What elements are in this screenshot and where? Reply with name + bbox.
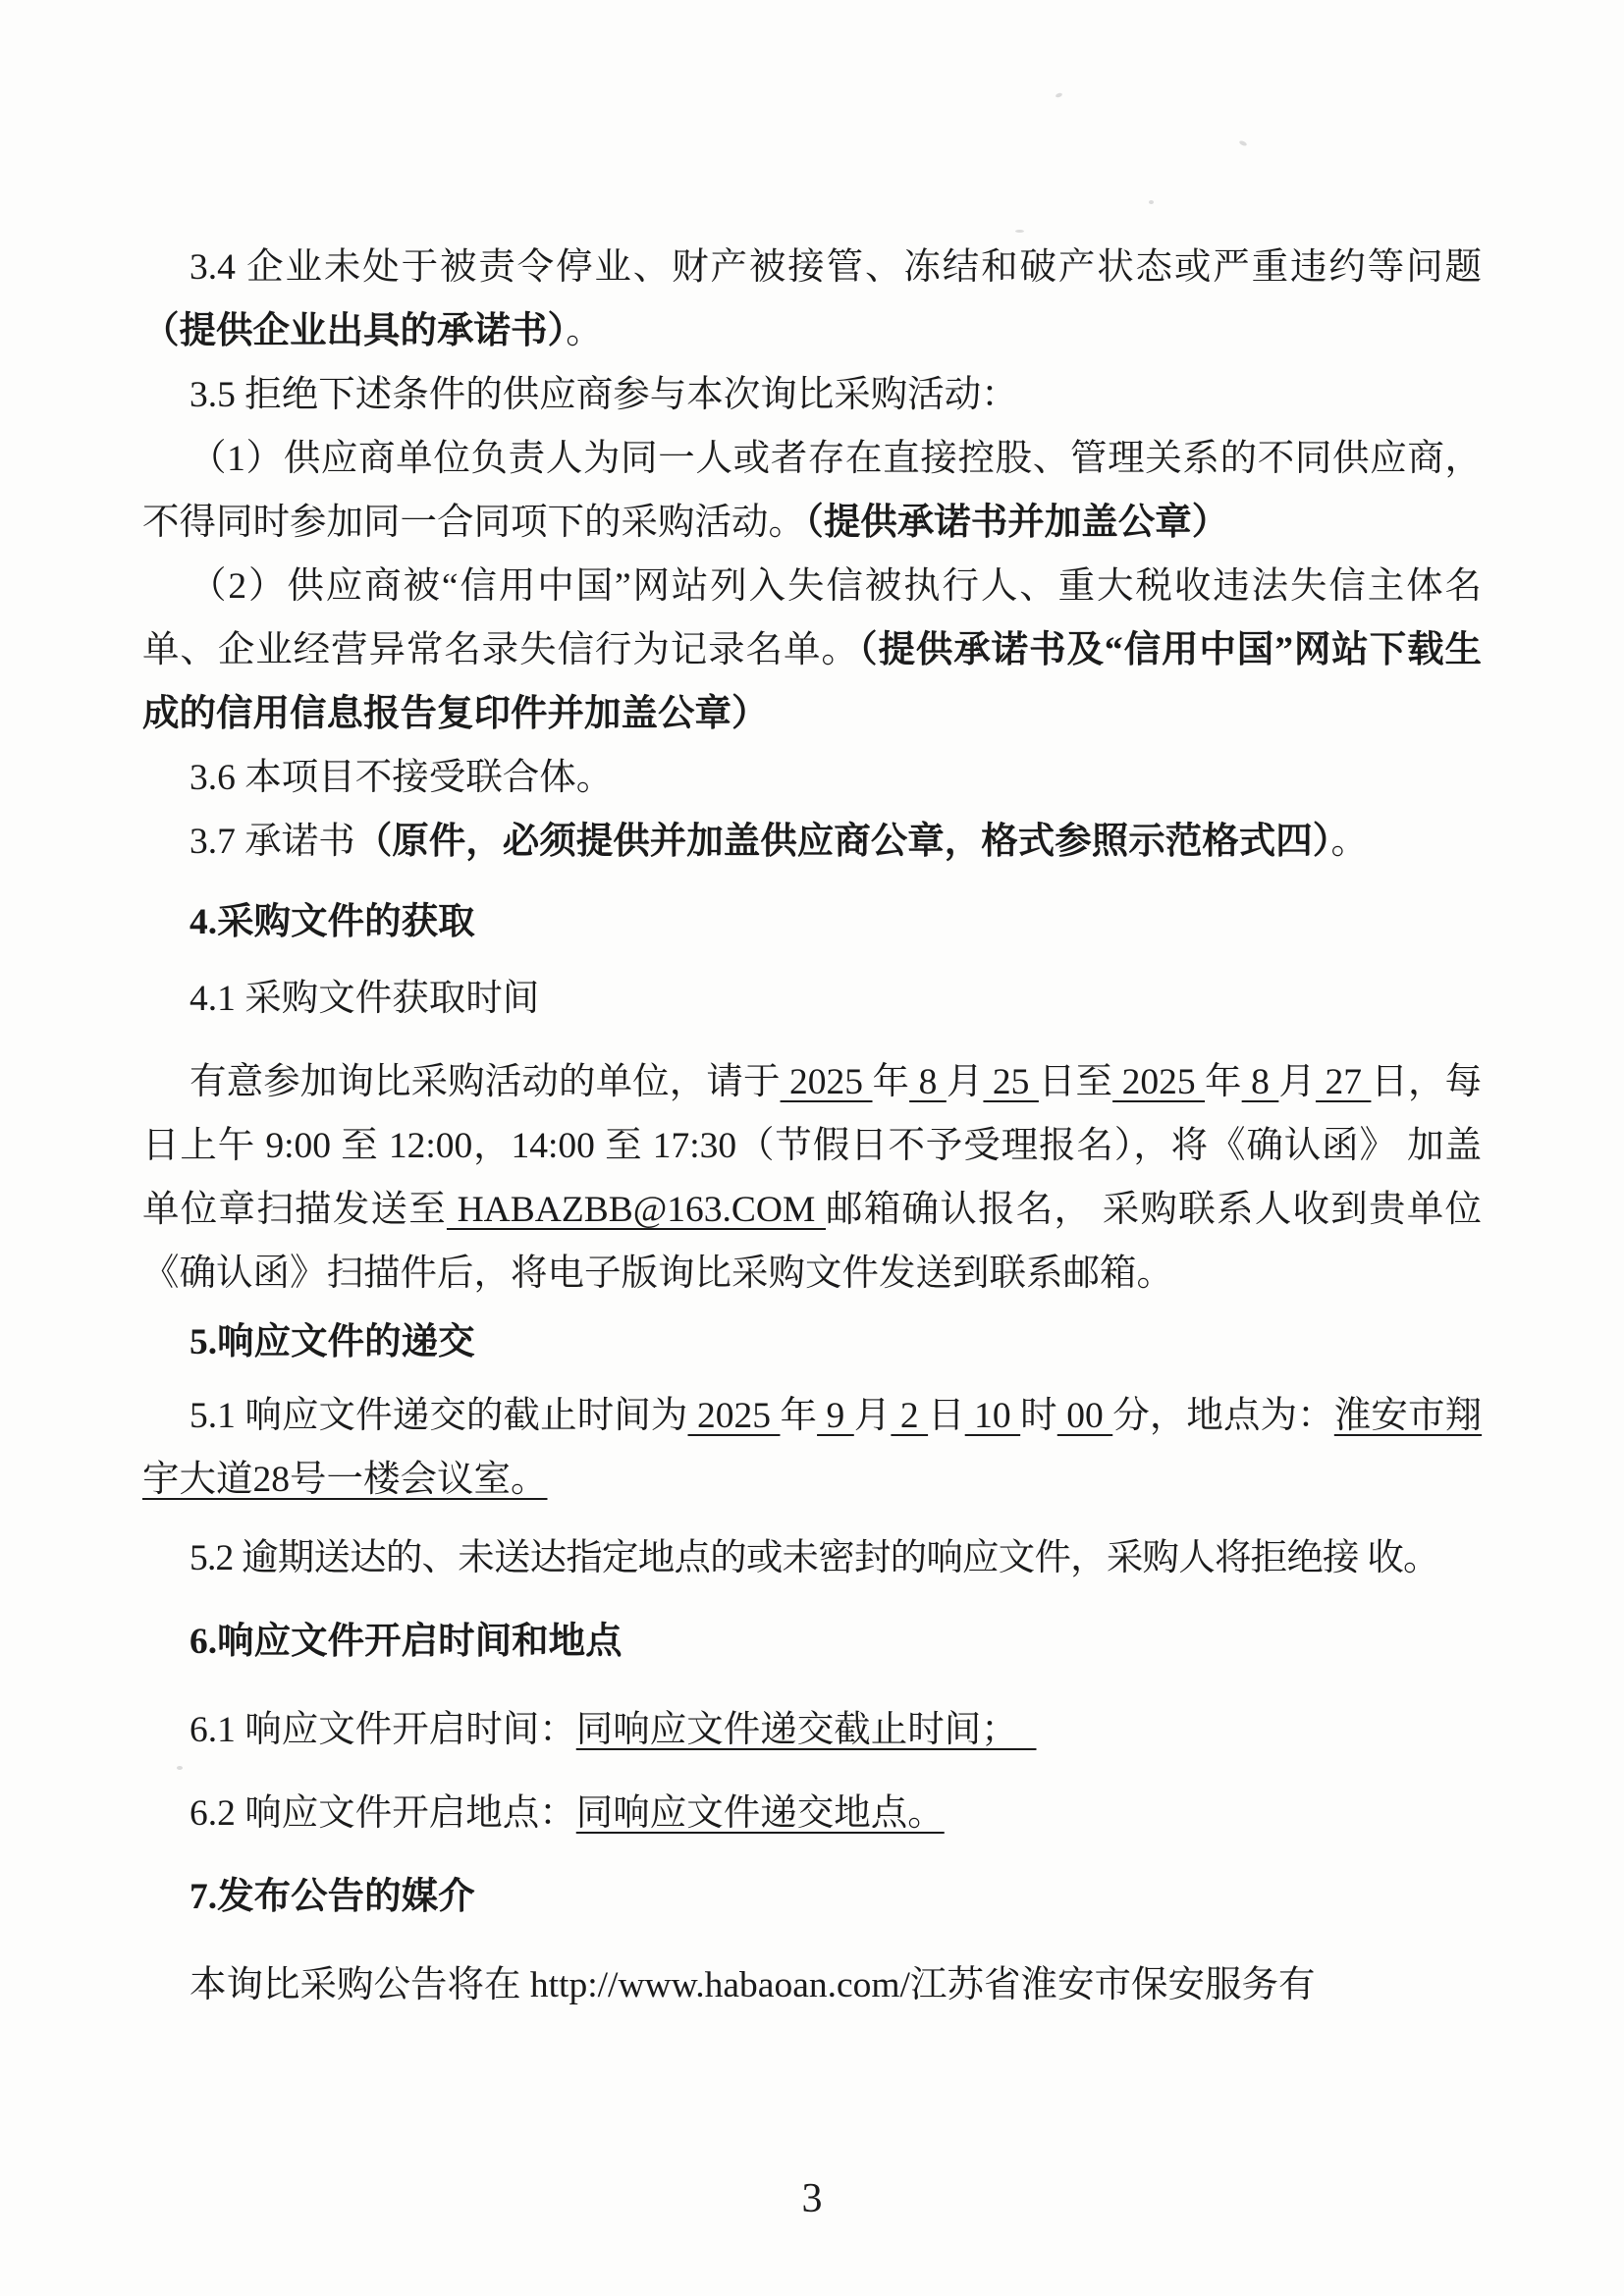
text-run: 3.7 承诺书 — [189, 822, 355, 862]
underlined-blank: 00 — [1056, 1396, 1113, 1436]
underlined-blank: 10 — [964, 1396, 1021, 1436]
clause-6-1 — [142, 1698, 1482, 1762]
text-run: 3.5 拒绝下述条件的供应商参与本次询比采购活动： — [189, 375, 1018, 415]
text-run: （1）供应商单位负责人为同一人或者存在直接控股、管理关系的不同供应商，不得同时参加同一合同项下的采购活动。 — [142, 439, 1482, 543]
text-run: 时 — [1020, 1396, 1057, 1436]
underlined-email: HABAZBB@163.COM — [446, 1190, 826, 1230]
text-run: 5.1 响应文件递交的截止时间为 — [189, 1396, 688, 1436]
bold-run: （提供承诺书并加盖公章） — [805, 503, 1229, 543]
heading-text: 5.响应文件的递交 — [189, 1322, 475, 1362]
section-heading-7 — [142, 1865, 1482, 1929]
underlined-text: 同响应文件递交截止时间； — [575, 1710, 1037, 1750]
scan-speck — [1015, 230, 1024, 233]
text-run: 年 — [780, 1396, 818, 1436]
text-run: 月 — [1278, 1062, 1316, 1102]
text-run: 本询比采购公告将在 http://www.habaoan.com/江苏省淮安市保安服务有 — [189, 1965, 1316, 2005]
underlined-blank: 8 — [1241, 1062, 1279, 1102]
clause-3-7 — [142, 810, 1482, 874]
clause-5-2 — [142, 1526, 1482, 1590]
clause-3-6 — [142, 746, 1482, 810]
text-run: 6.1 响应文件开启时间： — [189, 1710, 576, 1750]
underlined-blank: 2025 — [687, 1396, 781, 1436]
heading-text: 4.采购文件的获取 — [189, 902, 475, 942]
clause-5-1 — [142, 1384, 1482, 1512]
text-run: 邮箱确认报名， 采购联系人收到贵单位《确认函》扫描件后，将电子版询比采购文件发送到联系邮箱。 — [142, 1190, 1482, 1294]
section-heading-4 — [142, 890, 1482, 954]
paragraph-registration — [142, 1050, 1482, 1306]
page-number — [0, 2167, 1624, 2231]
text-run: 有意参加询比采购活动的单位，请于 — [189, 1062, 781, 1102]
underlined-blank: 8 — [909, 1062, 947, 1102]
document-body — [142, 236, 1482, 2017]
text-run: 。 — [566, 311, 603, 351]
heading-text: 7.发布公告的媒介 — [189, 1877, 475, 1917]
text-run: 6.2 响应文件开启地点： — [189, 1793, 576, 1834]
clause-3-4 — [142, 236, 1482, 363]
text-run: （2）供应商被“信用中国”网站列入失信被执行人、重大税收违法失信主体名单、企业经营异常名录失信行为记录名单。 — [142, 566, 1482, 670]
text-run: 分，地点为： — [1112, 1396, 1334, 1436]
text-run: 。 — [1330, 822, 1368, 862]
text-run: 3.4 企业未处于被责令停业、财产被接管、冻结和破产状态或严重违约等问题 — [189, 247, 1482, 288]
clause-6-2 — [142, 1782, 1482, 1845]
text-run: 月 — [946, 1062, 984, 1102]
text-run: 4.1 采购文件获取时间 — [189, 979, 540, 1019]
bold-run: （原件，必须提供并加盖供应商公章，格式参照示范格式四） — [354, 822, 1331, 862]
heading-text: 6.响应文件开启时间和地点 — [189, 1622, 623, 1662]
text-run: 日，每日上午 9:00 至 12:00，14:00 至 17:30（节假日不予受理报名），将《确认函》 加盖单位章扫描发送至 — [142, 1062, 1483, 1230]
underlined-blank: 2025 — [1112, 1062, 1206, 1102]
underlined-blank: 2025 — [780, 1062, 873, 1102]
clause-3-5 — [142, 363, 1482, 427]
text-run: 年 — [1205, 1062, 1242, 1102]
text-run: 5.2 逾期送达的、未送达指定地点的或未密封的响应文件，采购人将拒绝接 收。 — [189, 1538, 1439, 1578]
scan-speck — [1239, 139, 1248, 146]
underlined-blank: 25 — [983, 1062, 1039, 1102]
page-number-text: 3 — [801, 2176, 823, 2221]
underlined-blank: 9 — [817, 1396, 854, 1436]
text-run: 3.6 本项目不接受联合体。 — [189, 758, 614, 798]
underlined-blank: 27 — [1315, 1062, 1372, 1102]
section-heading-6 — [142, 1610, 1482, 1674]
underlined-address: 淮安市翔宇大道28号一楼会议室。 — [142, 1396, 1483, 1500]
scan-speck — [1056, 92, 1063, 98]
text-run: 日至 — [1038, 1062, 1113, 1102]
underlined-text: 同响应文件递交地点。 — [575, 1793, 945, 1834]
bold-run: （提供承诺书及“信用中国”网站下载生成的信用信息报告复印件并加盖公章） — [142, 630, 1483, 734]
paragraph-announcement-media — [142, 1953, 1482, 2017]
text-run: 年 — [872, 1062, 910, 1102]
clause-4-1 — [142, 967, 1482, 1031]
text-run: 日 — [928, 1396, 965, 1436]
text-run: 月 — [853, 1396, 892, 1436]
bold-run: （提供企业出具的承诺书） — [142, 311, 567, 351]
section-heading-5 — [142, 1310, 1482, 1374]
clause-item-1 — [142, 427, 1482, 555]
clause-item-2 — [142, 555, 1482, 746]
underlined-blank: 2 — [891, 1396, 929, 1436]
scan-speck — [1149, 200, 1154, 204]
